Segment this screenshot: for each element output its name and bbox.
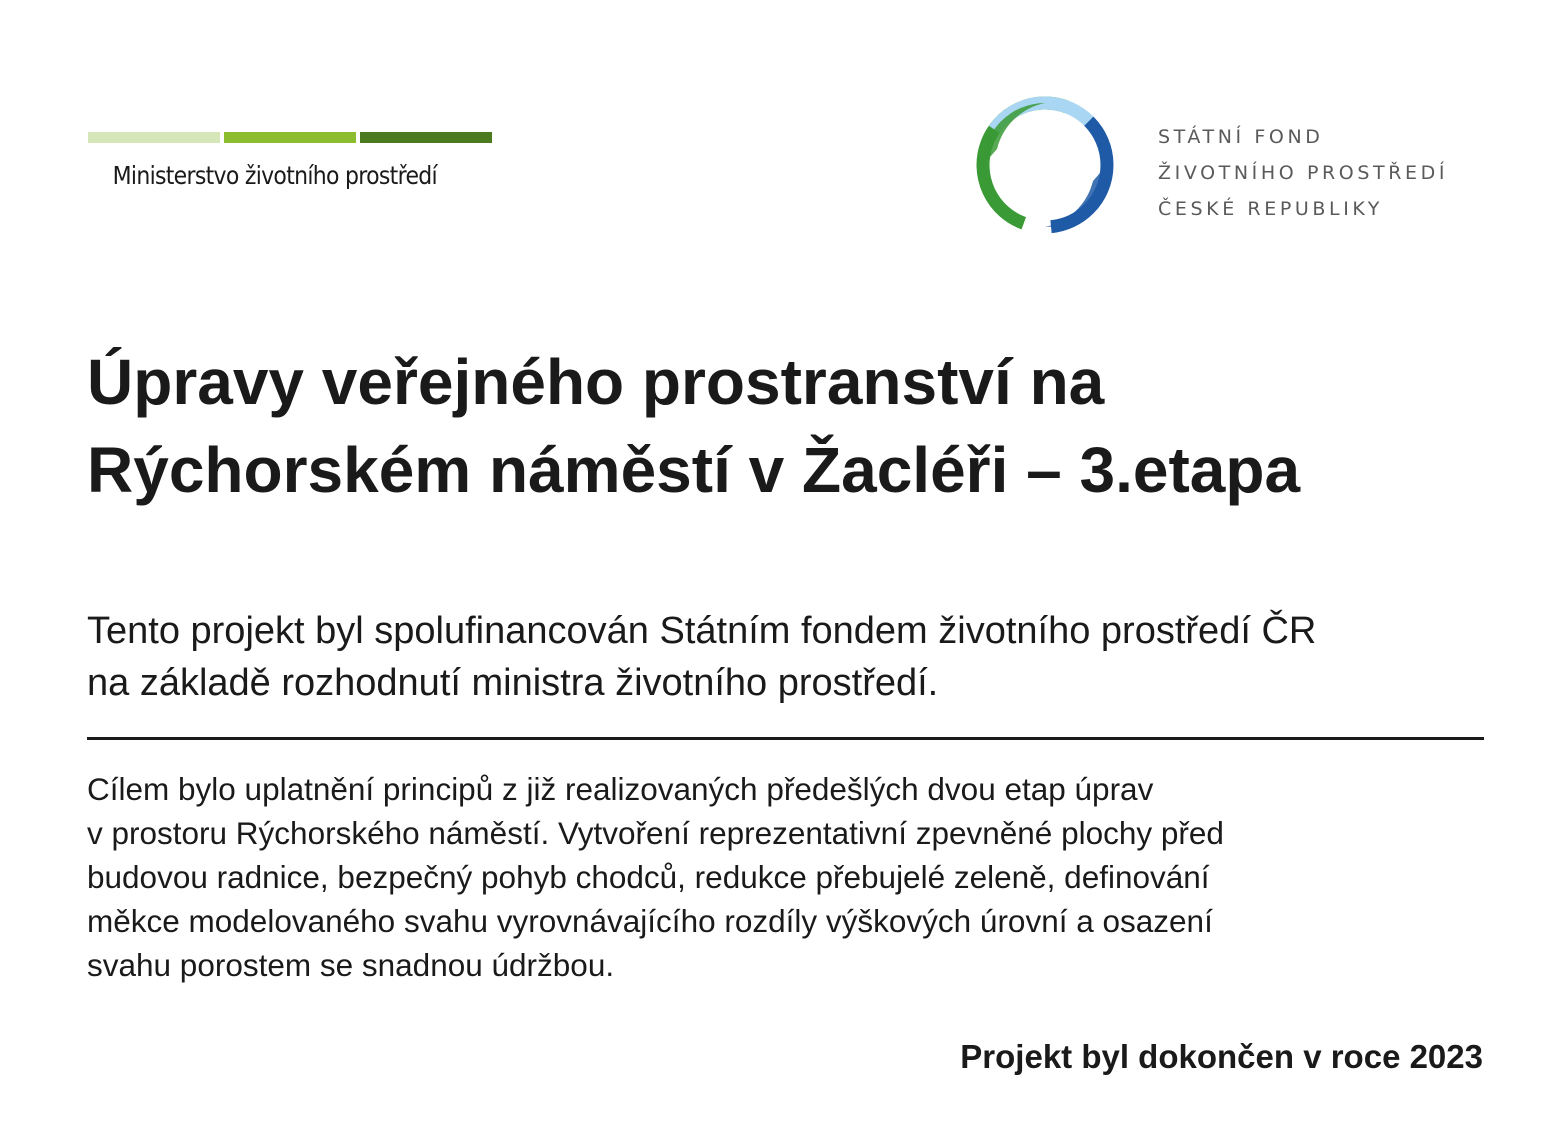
ministry-logo-label: Ministerstvo životního prostředí [112,161,437,190]
project-description [87,767,1507,987]
ministry-logo-bars [88,132,492,143]
project-description-line: budovou radnice, bezpečný pohyb chodců, redukce přebujelé zeleně, definování [87,859,1210,895]
funding-statement-line: na základě rozhodnutí ministra životního prostředí. [87,662,939,704]
fund-logo-line: ŽIVOTNÍHO PROSTŘEDÍ [1158,162,1449,184]
fund-logo-text [1158,119,1448,227]
funding-statement [87,605,1507,709]
divider [87,737,1484,740]
fund-logo-line: ČESKÉ REPUBLIKY [1158,198,1384,220]
funding-statement-line: Tento projekt byl spolufinancován Státním fondem životního prostředí ČR [87,610,1317,652]
page-title-line: Úpravy veřejného prostranství na [87,346,1105,418]
page-title [87,338,1507,514]
project-description-line: v prostoru Rýchorského náměstí. Vytvoření reprezentativní zpevněné plochy před [87,815,1224,851]
circular-swirl-emblem-icon [975,93,1115,238]
project-description-line: Cílem bylo uplatnění principů z již realizovaných předešlých dvou etap úprav [87,771,1154,807]
project-description-line: svahu porostem se snadnou údržbou. [87,947,615,983]
page-title-line: Rýchorském náměstí v Žacléři – 3.etapa [87,434,1301,506]
ministry-logo [88,132,492,190]
ministry-logo-bar-dark [360,132,492,143]
fund-logo-line: STÁTNÍ FOND [1158,126,1324,148]
ministry-logo-bar-medium [224,132,356,143]
project-description-line: měkce modelovaného svahu vyrovnávajícího rozdíly výškových úrovní a osazení [87,903,1213,939]
ministry-logo-bar-light [88,132,220,143]
completion-note: Projekt byl dokončen v roce 2023 [960,1038,1483,1075]
fund-logo [975,93,1495,238]
